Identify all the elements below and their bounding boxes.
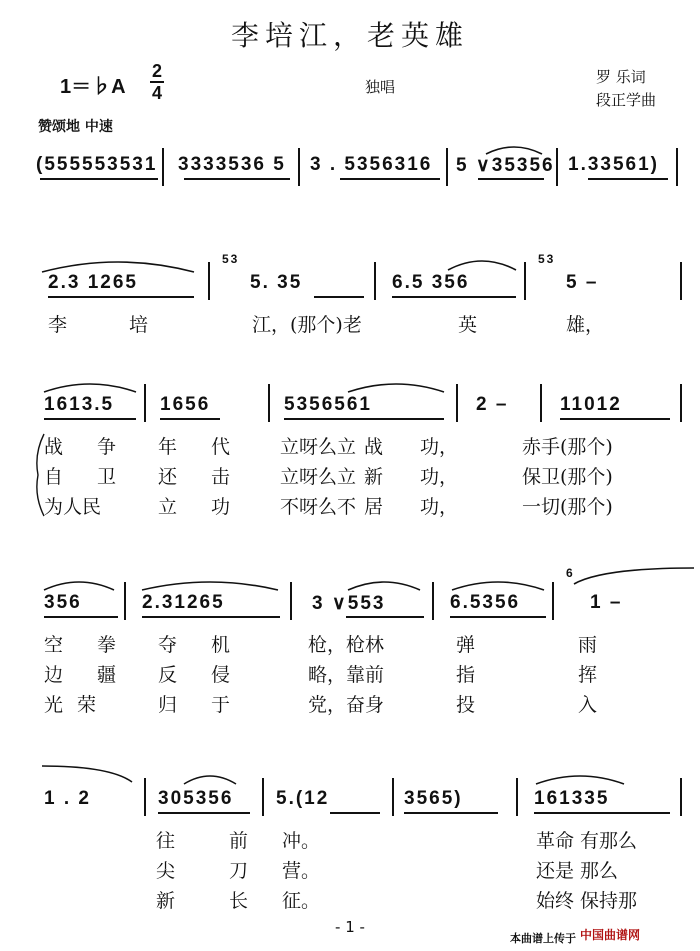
measure: 161335 [534, 788, 610, 809]
tempo-marking: 赞颂地 中速 [38, 119, 113, 135]
bar-line [144, 778, 146, 816]
lyric: 尖 刀 [156, 860, 273, 882]
bar-line [298, 148, 300, 186]
slur-mark [42, 376, 138, 394]
lyric: 枪，枪林 [308, 634, 385, 656]
lyric: 始终 保持那 [536, 890, 638, 912]
lyric: 党，奋身 [308, 694, 385, 716]
measure: 2.31265 [142, 592, 225, 613]
lyric: 还 击 [158, 466, 245, 488]
bar-line [432, 582, 434, 620]
underline-beam [340, 178, 440, 180]
lyric: 入 [578, 694, 598, 716]
underline-beam [404, 812, 498, 814]
bar-line [124, 582, 126, 620]
measure: 5 – [566, 272, 599, 293]
bar-line [680, 778, 682, 816]
grace-notes: 53 [222, 252, 240, 266]
lyric: 投 [456, 694, 476, 716]
lyric: 新 长 [156, 890, 273, 912]
lyric: 往 前 [156, 830, 273, 852]
lyric: 功， [420, 436, 459, 458]
measure: 1.33561) [568, 154, 660, 175]
measure: 1656 [160, 394, 211, 415]
measure: 6.5 356 [392, 272, 470, 293]
slur-mark [446, 252, 518, 272]
bar-line [446, 148, 448, 186]
lyric: 保卫(那个) [522, 466, 613, 488]
slur-mark [40, 252, 196, 274]
tie-mark [40, 764, 134, 784]
underline-beam [560, 418, 670, 420]
lyric: 战 [364, 436, 384, 458]
underline-beam [40, 178, 158, 180]
bar-line [268, 384, 270, 422]
lyric: 略，靠前 [308, 664, 385, 686]
bar-line [290, 582, 292, 620]
credits [596, 66, 656, 112]
lyric: 夺 机 [158, 634, 245, 656]
bar-line [680, 384, 682, 422]
lyric: 战 争 [44, 436, 131, 458]
bar-line [162, 148, 164, 186]
bar-line [456, 384, 458, 422]
underline-beam [534, 812, 670, 814]
bar-line [556, 148, 558, 186]
site-logo[interactable]: 中国曲谱网 [580, 928, 641, 942]
underline-beam [450, 616, 546, 618]
time-signature-bottom: 4 [151, 83, 162, 103]
measure: 1 – [590, 592, 623, 613]
lyric: 光荣 [44, 694, 111, 716]
lyric: 江，(那个)老 [252, 314, 362, 336]
lyricist-credit: 罗 乐词 [596, 68, 646, 86]
measure: 6.5356 [450, 592, 521, 613]
lyric: 反 侵 [158, 664, 245, 686]
bar-line [552, 582, 554, 620]
underline-beam [184, 178, 290, 180]
lyric: 边 疆 [44, 664, 131, 686]
underline-beam [392, 296, 516, 298]
underline-beam [160, 418, 220, 420]
lyric: 挥 [578, 664, 598, 686]
measure: 11012 [560, 394, 622, 415]
underline-beam [478, 178, 544, 180]
measure: 2 – [476, 394, 509, 415]
measure: 1 . 2 [44, 788, 91, 809]
time-signature-top: 2 [151, 61, 162, 81]
grace-notes: 53 [538, 252, 556, 266]
underline-beam [284, 418, 444, 420]
lyric: 赤手(那个) [522, 436, 613, 458]
underline-beam [158, 812, 250, 814]
lyric: 指 [456, 664, 476, 686]
bar-line [540, 384, 542, 422]
lyric: 雨 [578, 634, 598, 656]
slur-mark [346, 376, 446, 394]
bar-line [676, 148, 678, 186]
lyric: 新 [364, 466, 384, 488]
bar-line [516, 778, 518, 816]
measure: 5.(12 [276, 788, 330, 809]
grace-notes: 6 [566, 566, 575, 580]
measure: (555553531 [36, 154, 158, 175]
page-number: - 1 - [335, 918, 365, 936]
lyric: 立 功 [158, 496, 245, 518]
lyric: 李 培 [48, 314, 177, 336]
measure: 356 [44, 592, 82, 613]
measure: 5. 35 [250, 272, 303, 293]
bar-line [524, 262, 526, 300]
bar-line [262, 778, 264, 816]
lyric: 革命 有那么 [536, 830, 638, 852]
lyric: 营。 [282, 860, 321, 882]
lyric: 弹 [456, 634, 476, 656]
lyric: 空 拳 [44, 634, 131, 656]
lyric: 不呀么不 [280, 496, 357, 518]
underline-beam [142, 616, 280, 618]
lyric: 还是 那么 [536, 860, 619, 882]
bar-line [680, 262, 682, 300]
slur-mark [534, 768, 626, 786]
tie-mark [572, 566, 696, 586]
measure: 5356561 [284, 394, 372, 415]
measure: 5 ∨35356 [456, 155, 555, 176]
measure: 3333536 5 [178, 154, 286, 175]
underline-beam [314, 296, 364, 298]
lyric: 归 于 [158, 694, 245, 716]
bar-line [392, 778, 394, 816]
measure: 1613.5 [44, 394, 115, 415]
performance-type: 独唱 [365, 78, 396, 96]
lyric: 立呀么立 [280, 466, 357, 488]
slur-mark [450, 574, 546, 592]
time-signature [150, 62, 164, 102]
measure: 3 ∨553 [312, 593, 386, 614]
lyric: 为人民 [44, 496, 102, 518]
upload-note: 本曲谱上传于 [510, 932, 576, 945]
underline-beam [48, 296, 194, 298]
slur-mark [484, 140, 544, 156]
slur-mark [42, 574, 116, 592]
measure: 3 . 5356316 [310, 154, 433, 175]
key-signature: 1＝♭A [60, 76, 126, 98]
lyric: 冲。 [282, 830, 321, 852]
slur-mark [140, 574, 280, 592]
slur-mark [346, 574, 422, 592]
bar-line [208, 262, 210, 300]
composer-credit: 段正学曲 [596, 91, 657, 109]
underline-beam [330, 812, 380, 814]
lyric: 雄， [566, 314, 605, 336]
bar-line [144, 384, 146, 422]
lyric: 功， [420, 496, 459, 518]
underline-beam [44, 616, 118, 618]
underline-beam [346, 616, 424, 618]
lyric: 自 卫 [44, 466, 131, 488]
measure: 3565) [404, 788, 463, 809]
bar-line [374, 262, 376, 300]
lyric: 年 代 [158, 436, 245, 458]
lyric: 功， [420, 466, 459, 488]
song-title: 李培江，老英雄 [230, 19, 469, 52]
lyric: 征。 [282, 890, 321, 912]
slur-mark [182, 768, 238, 786]
lyric: 居 [364, 496, 384, 518]
underline-beam [588, 178, 668, 180]
measure: 2.3 1265 [48, 272, 138, 293]
lyric: 英 [458, 314, 478, 336]
lyric: 一切(那个) [522, 496, 613, 518]
lyric: 立呀么立 [280, 436, 357, 458]
underline-beam [44, 418, 136, 420]
measure: 305356 [158, 788, 234, 809]
